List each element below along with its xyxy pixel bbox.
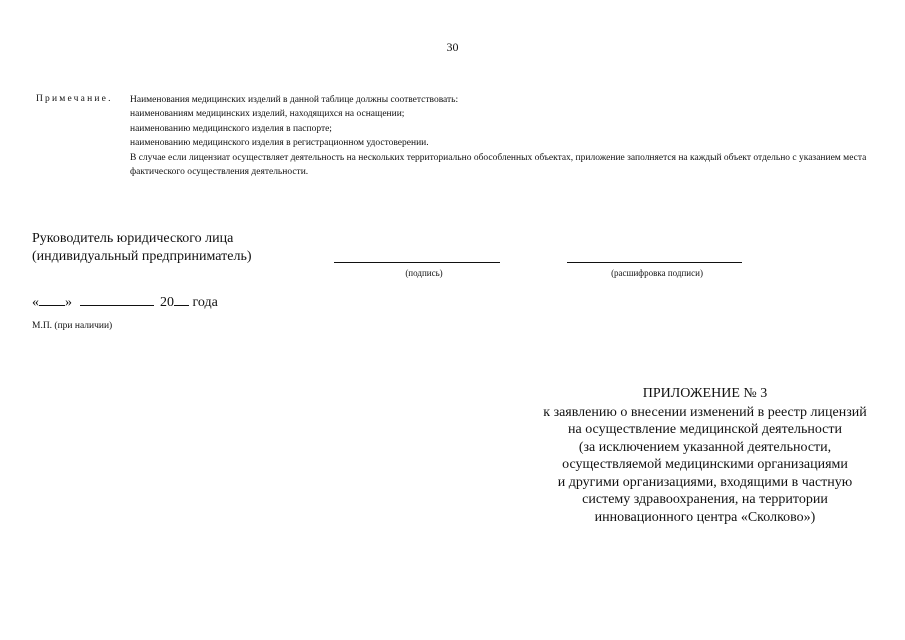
stamp-note: М.П. (при наличии) — [32, 321, 113, 331]
signer-title — [32, 230, 252, 266]
signer-line-1: Руководитель юридического лица — [32, 231, 234, 246]
note-line: наименованию медицинского изделия в регистрационном удостоверении. — [130, 138, 429, 149]
appendix-line: осуществляемой медицинскими организациями — [562, 457, 848, 472]
year-blank — [174, 292, 189, 306]
signer-line-2: (индивидуальный предприниматель) — [32, 249, 252, 264]
note-line: В случае если лицензиат осуществляет деятельность на нескольких территориально обособленных объектах, приложение заполняется на каждый объект отдельно с указанием места фактического осуществления деятельности. — [130, 152, 867, 178]
appendix-line: инновационного центра «Сколково») — [594, 509, 816, 525]
year-prefix: 20 — [160, 295, 174, 310]
date-line — [32, 292, 218, 311]
date-close-quote: » — [65, 295, 72, 310]
signature-line — [334, 262, 500, 263]
note-line: наименованию медицинского изделия в паспорте; — [130, 123, 332, 134]
appendix-line: систему здравоохранения, на территории — [582, 492, 828, 507]
appendix-line: и другими организациями, входящими в частную — [557, 474, 853, 490]
date-open-quote: « — [32, 295, 39, 310]
appendix-line: к заявлению о внесении изменений в реестр лицензий — [543, 404, 867, 420]
appendix-title: ПРИЛОЖЕНИЕ № 3 — [642, 386, 768, 401]
appendix-line: на осуществление медицинской деятельности — [567, 422, 842, 437]
note-line: наименованиям медицинских изделий, находящихся на оснащении; — [130, 109, 405, 120]
appendix-block — [520, 385, 890, 526]
note-line: Наименования медицинских изделий в данной таблице должны соответствовать: — [130, 95, 459, 105]
signature-caption: (подпись) — [405, 268, 443, 278]
note-label: Примечание. — [36, 94, 113, 104]
note-body — [130, 93, 885, 179]
month-blank — [80, 292, 154, 306]
page-number: 30 — [446, 40, 459, 54]
year-suffix: года — [192, 295, 218, 310]
decoding-line — [567, 262, 742, 263]
day-blank — [39, 292, 65, 306]
appendix-line: (за исключением указанной деятельности, — [578, 439, 832, 455]
decoding-caption: (расшифровка подписи) — [611, 268, 703, 278]
